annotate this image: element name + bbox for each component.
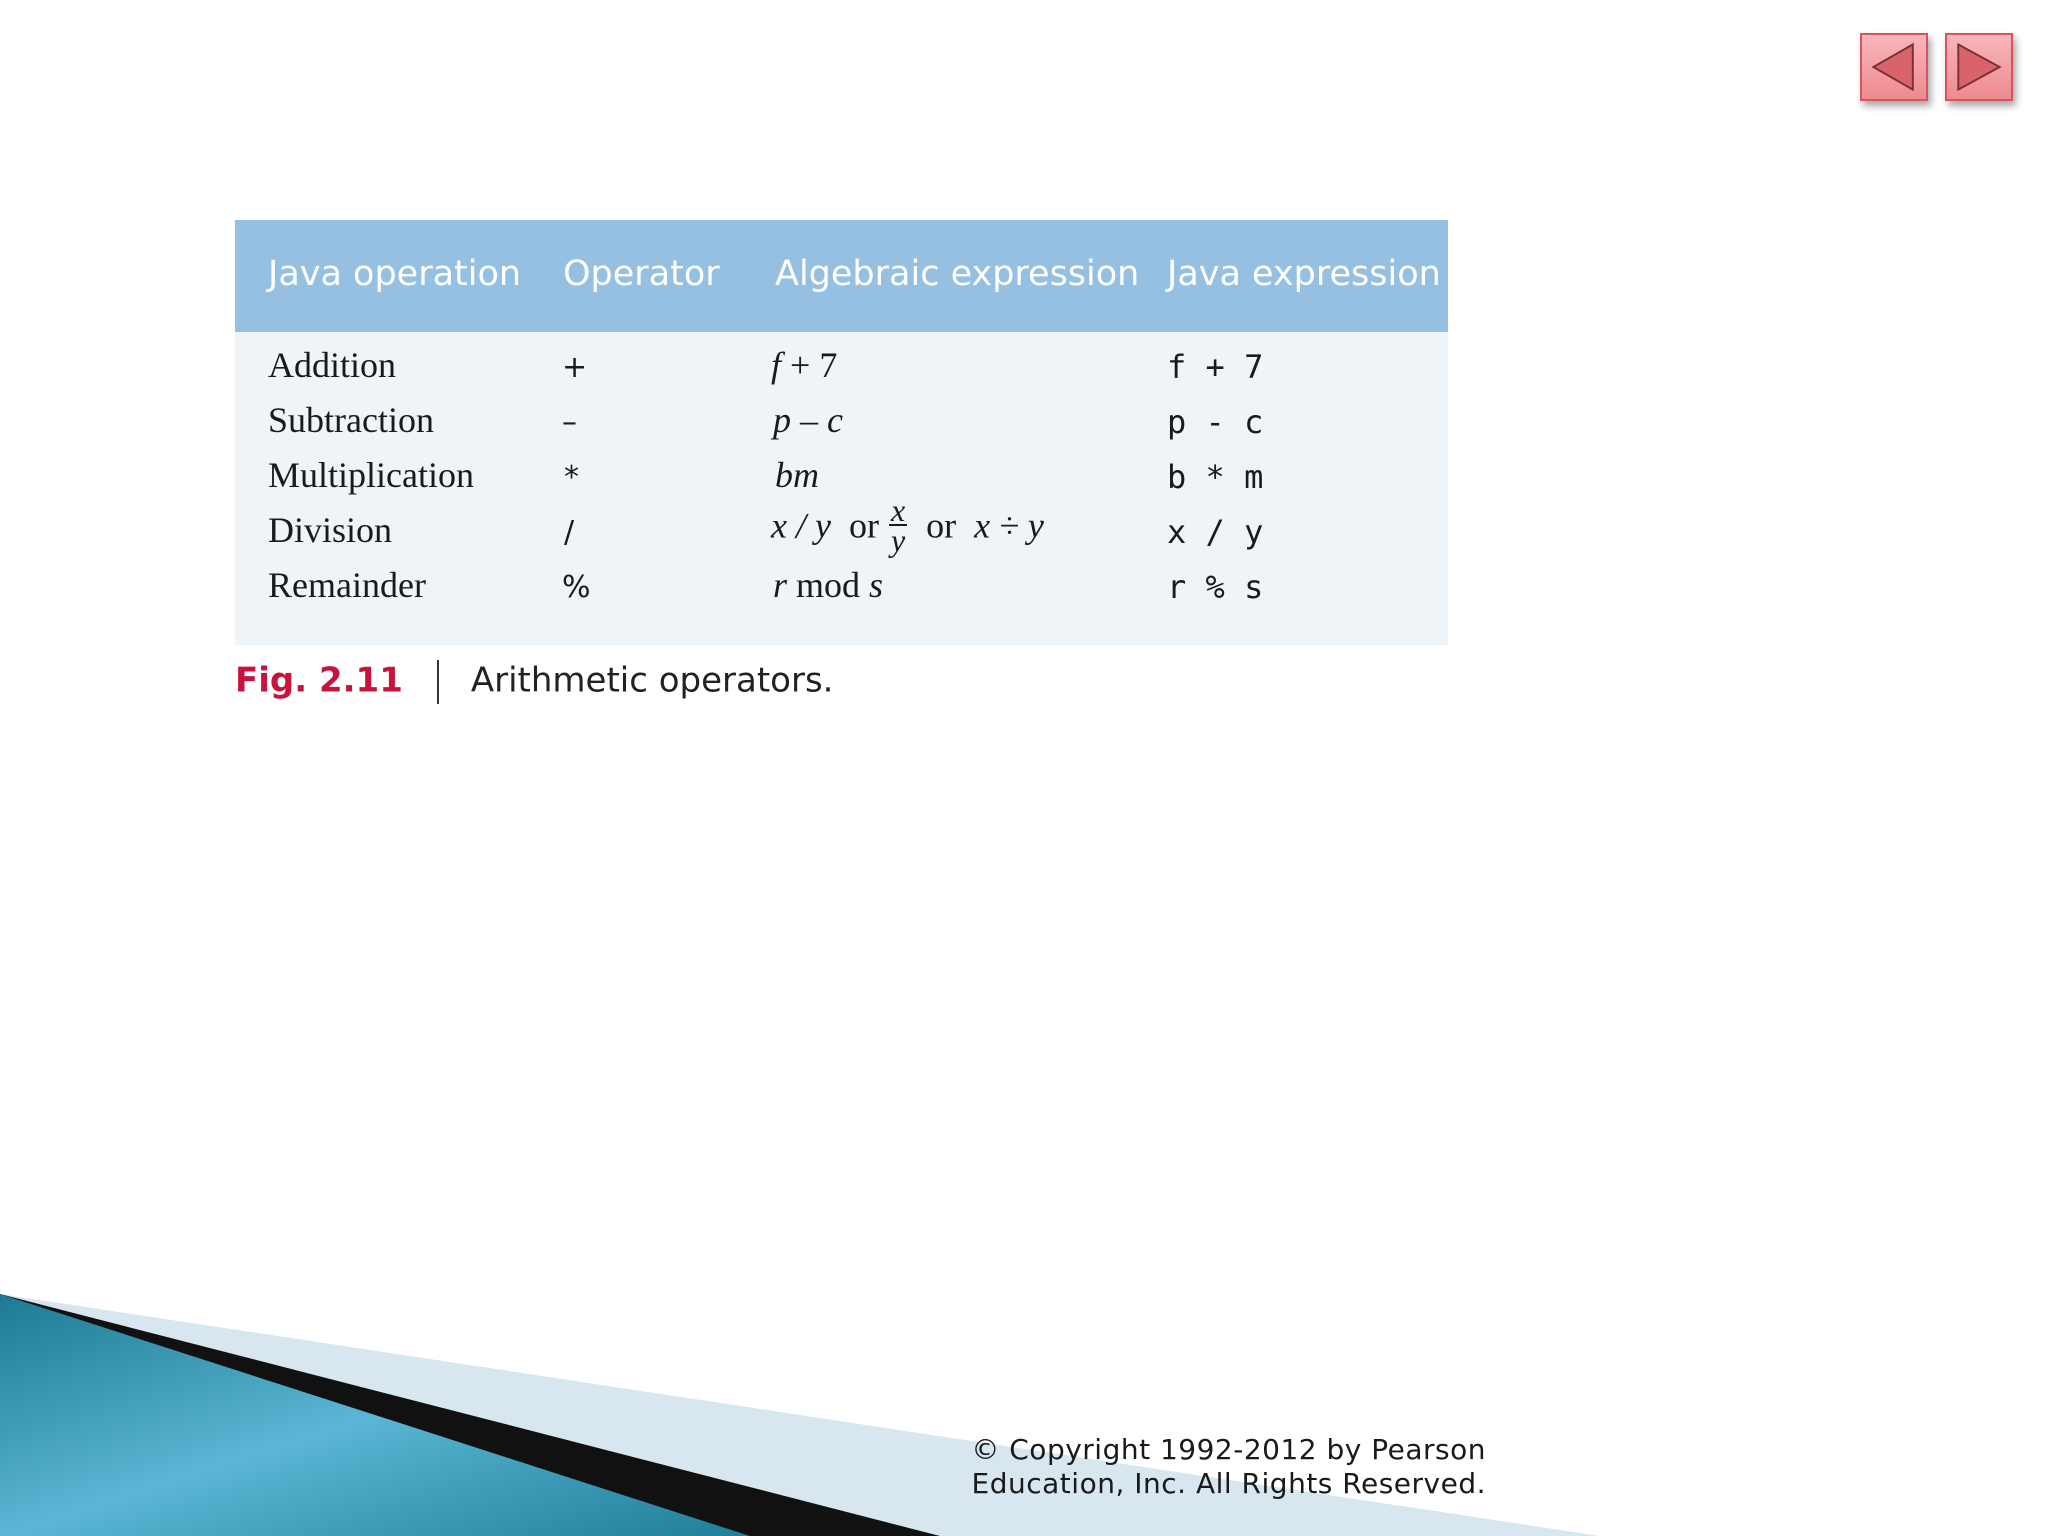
triangle-left-icon: [1862, 35, 1926, 99]
operator-remainder: %: [562, 570, 591, 605]
caption-divider: [437, 660, 439, 704]
operation-division: Division: [268, 510, 393, 550]
fraction-x-over-y: $\frac{x}{y}$: [890, 492, 906, 558]
triangle-right-icon: [1947, 35, 2011, 99]
operation-addition: Addition: [268, 345, 397, 385]
copyright-line-2: Education, Inc. All Rights Reserved.: [971, 1467, 1486, 1500]
previous-slide-button[interactable]: [1860, 33, 1928, 101]
figure-caption: [235, 660, 834, 704]
operator-multiplication: *: [564, 460, 579, 495]
algebraic-remainder: r mod s: [773, 565, 884, 605]
operator-division: /: [564, 515, 575, 550]
operation-subtraction: Subtraction: [268, 400, 434, 440]
caption-text: Arithmetic operators.: [470, 660, 834, 701]
header-java-operation: Java operation: [268, 254, 522, 294]
algebraic-division: x / y or $\frac{x}{y}$ or x ÷ y: [771, 492, 1044, 558]
java-multiplication: b * m: [1167, 458, 1264, 496]
operation-multiplication: Multiplication: [268, 455, 474, 495]
operator-addition: +: [562, 350, 588, 385]
operation-remainder: Remainder: [268, 565, 426, 605]
algebraic-subtraction: p – c: [773, 400, 843, 440]
algebraic-addition: f + 7: [771, 345, 838, 385]
header-java-expression: Java expression: [1167, 254, 1441, 294]
header-operator: Operator: [563, 254, 720, 294]
copyright-line-1: © Copyright 1992-2012 by Pearson: [971, 1433, 1486, 1466]
next-slide-button[interactable]: [1945, 33, 2013, 101]
arithmetic-operators-table: [235, 220, 1448, 645]
algebraic-multiplication: bm: [775, 455, 819, 495]
java-division: x / y: [1167, 513, 1264, 551]
java-subtraction: p - c: [1167, 403, 1264, 441]
figure-label: Fig. 2.11: [235, 660, 403, 701]
java-remainder: r % s: [1167, 568, 1264, 606]
java-addition: f + 7: [1167, 348, 1264, 386]
table-header: [235, 220, 1448, 332]
copyright-notice: [971, 1433, 1486, 1501]
operator-subtraction: –: [562, 405, 577, 440]
header-algebraic-expression: Algebraic expression: [775, 254, 1140, 294]
